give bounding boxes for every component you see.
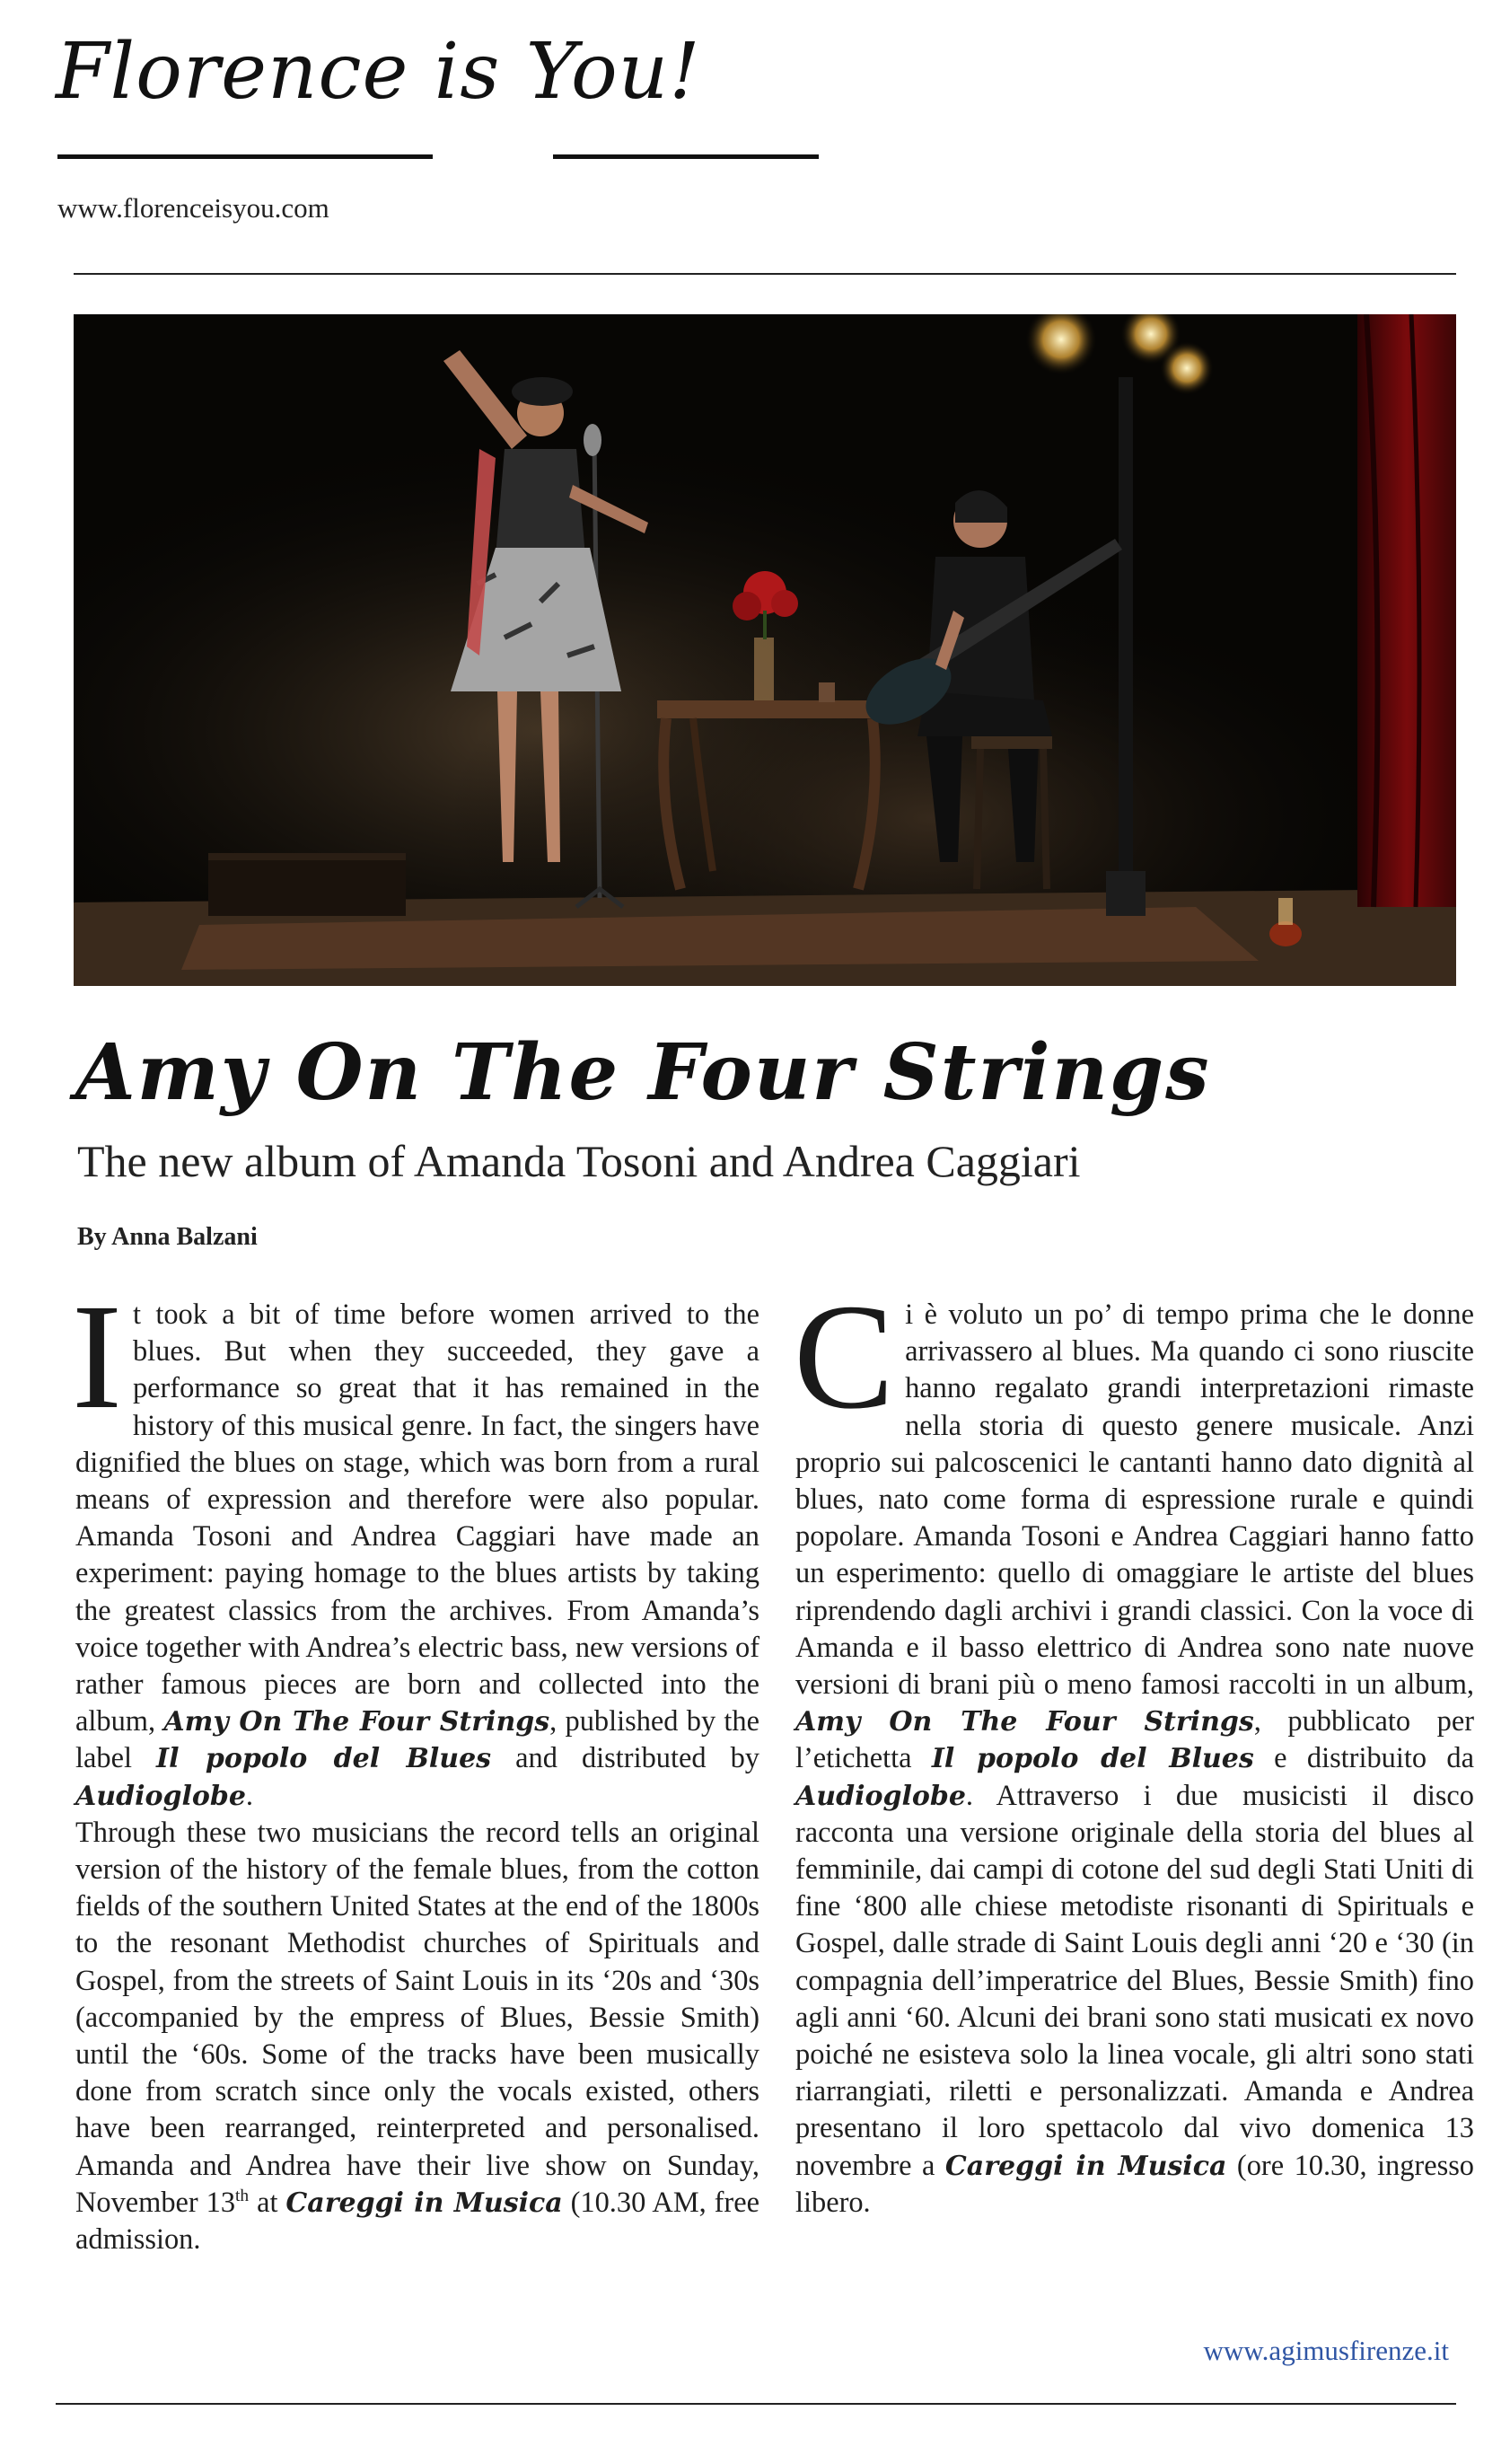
english-ordinal-suffix: th bbox=[235, 2187, 250, 2206]
masthead-title: Florence is You! bbox=[56, 27, 701, 117]
english-label-name: Il popolo del Blues bbox=[156, 1743, 492, 1775]
english-paragraph-2 bbox=[75, 1815, 759, 2258]
article-subtitle: The new album of Amanda Tosoni and Andrea Caggiari bbox=[77, 1136, 1081, 1186]
footer-url[interactable]: www.agimusfirenze.it bbox=[1203, 2335, 1449, 2366]
english-paragraph-1 bbox=[72, 1273, 759, 1815]
english-text-2c: (10.30 AM, free admission. bbox=[75, 2186, 759, 2257]
english-distributor-name: Audioglobe bbox=[75, 1780, 246, 1812]
masthead-rule-right bbox=[553, 154, 819, 159]
header-divider bbox=[74, 273, 1456, 275]
italian-album-name: Amy On The Four Strings bbox=[795, 1706, 1254, 1738]
english-drop-cap: I bbox=[72, 1273, 122, 1440]
english-album-name: Amy On The Four Strings bbox=[163, 1706, 550, 1738]
italian-text-1b: , pubblicato per l’etichetta bbox=[795, 1705, 1474, 1775]
hero-photo bbox=[74, 314, 1456, 986]
stage-illustration bbox=[74, 314, 1456, 986]
article-title: Amy On The Four Strings bbox=[75, 1027, 1211, 1118]
english-text-2b: at bbox=[257, 2186, 278, 2219]
italian-text-1: i è voluto un po’ di tempo prima che le donne arrivassero al blues. Ma quando ci sono riuscite hanno regalato grandi interpretazioni rimaste nella storia di questo genere musicale. Anzi proprio sui palcoscenici le cantanti hanno dato dignità al blues, nato come forma di espressione rurale e quindi popolare. Amanda Tosoni e Andrea Caggiari hanno fatto un esperimento: quello di omaggiare le artiste del blues riprendendo dagli archivi i grandi classici. Con la voce di Amanda e il basso elettrico di Andrea sono nate nuove versioni di brani più o meno famosi raccolti in un album, bbox=[795, 1298, 1474, 1702]
article-column-italian bbox=[794, 1273, 1475, 2222]
italian-drop-cap: C bbox=[794, 1273, 895, 1440]
italian-text-1d: . Attraverso i due musicisti il disco racconta una versione originale della storia del blues al femminile, dai campi di cotone del sud degli Stati Uniti di fine ‘800 alle chiese metodiste risonanti di Spirituals e Gospel, dalle strade di Saint Louis degli anni ‘20 e ‘30 (in compagnia dell’imperatrice del Blues, Bessie Smith) fino agli anni ‘60. Alcuni dei brani sono stati musicati ex novo poiché ne esisteva solo la linea vocale, gli altri sono stati riarrangiati, riletti e personalizzati. Amanda e Andrea presentano il loro spettacolo dal vivo domenica 13 novembre a bbox=[795, 1779, 1474, 2182]
italian-distributor-name: Audioglobe bbox=[795, 1780, 966, 1812]
site-url[interactable]: www.florenceisyou.com bbox=[57, 192, 329, 224]
masthead-rule-left bbox=[57, 154, 433, 159]
english-text-2: Through these two musicians the record tells an original version of the history of the female blues, from the cotton fields of the southern United States at the end of the 1800s to the resonant Methodist churches of Spirituals and Gospel, from the streets of Saint Louis in its ‘20s and ‘30s (accompanied by the empress of Blues, Bessie Smith) until the ‘60s. Some of the tracks have been musically done from scratch since only the vocals existed, others have been rearranged, reinterpreted and personalised. Amanda and Andrea have their live show on Sunday, November 13 bbox=[75, 1816, 759, 2219]
italian-label-name: Il popolo del Blues bbox=[931, 1743, 1254, 1775]
english-text-1c: and distributed by bbox=[515, 1742, 759, 1775]
italian-venue-name: Careggi in Musica bbox=[944, 2150, 1227, 2182]
article-column-english bbox=[72, 1273, 759, 2258]
english-text-1d: . bbox=[245, 1779, 254, 1812]
italian-text-2c: (ore 10.30, ingresso libero. bbox=[795, 2149, 1475, 2219]
article-byline: By Anna Balzani bbox=[77, 1223, 258, 1251]
italian-text-1c: e distribuito da bbox=[1274, 1742, 1474, 1775]
footer-divider bbox=[56, 2403, 1456, 2405]
english-venue-name: Careggi in Musica bbox=[285, 2187, 563, 2219]
italian-paragraph-1 bbox=[794, 1273, 1475, 2222]
english-text-1b: , published by the label bbox=[75, 1705, 759, 1775]
english-text-1: t took a bit of time before women arrived to the blues. But when they succeeded, they gave a performance so great that it has remained in the history of this musical genre. In fact, the singers have dignified the blues on stage, which was born from a rural means of expression and therefore were also popular. Amanda Tosoni and Andrea Caggiari have made an experiment: paying homage to the blues artists by taking the greatest classics from the archives. From Amanda’s voice together with Andrea’s electric bass, new versions of rather famous pieces are born and collected into the album, bbox=[75, 1298, 759, 1738]
